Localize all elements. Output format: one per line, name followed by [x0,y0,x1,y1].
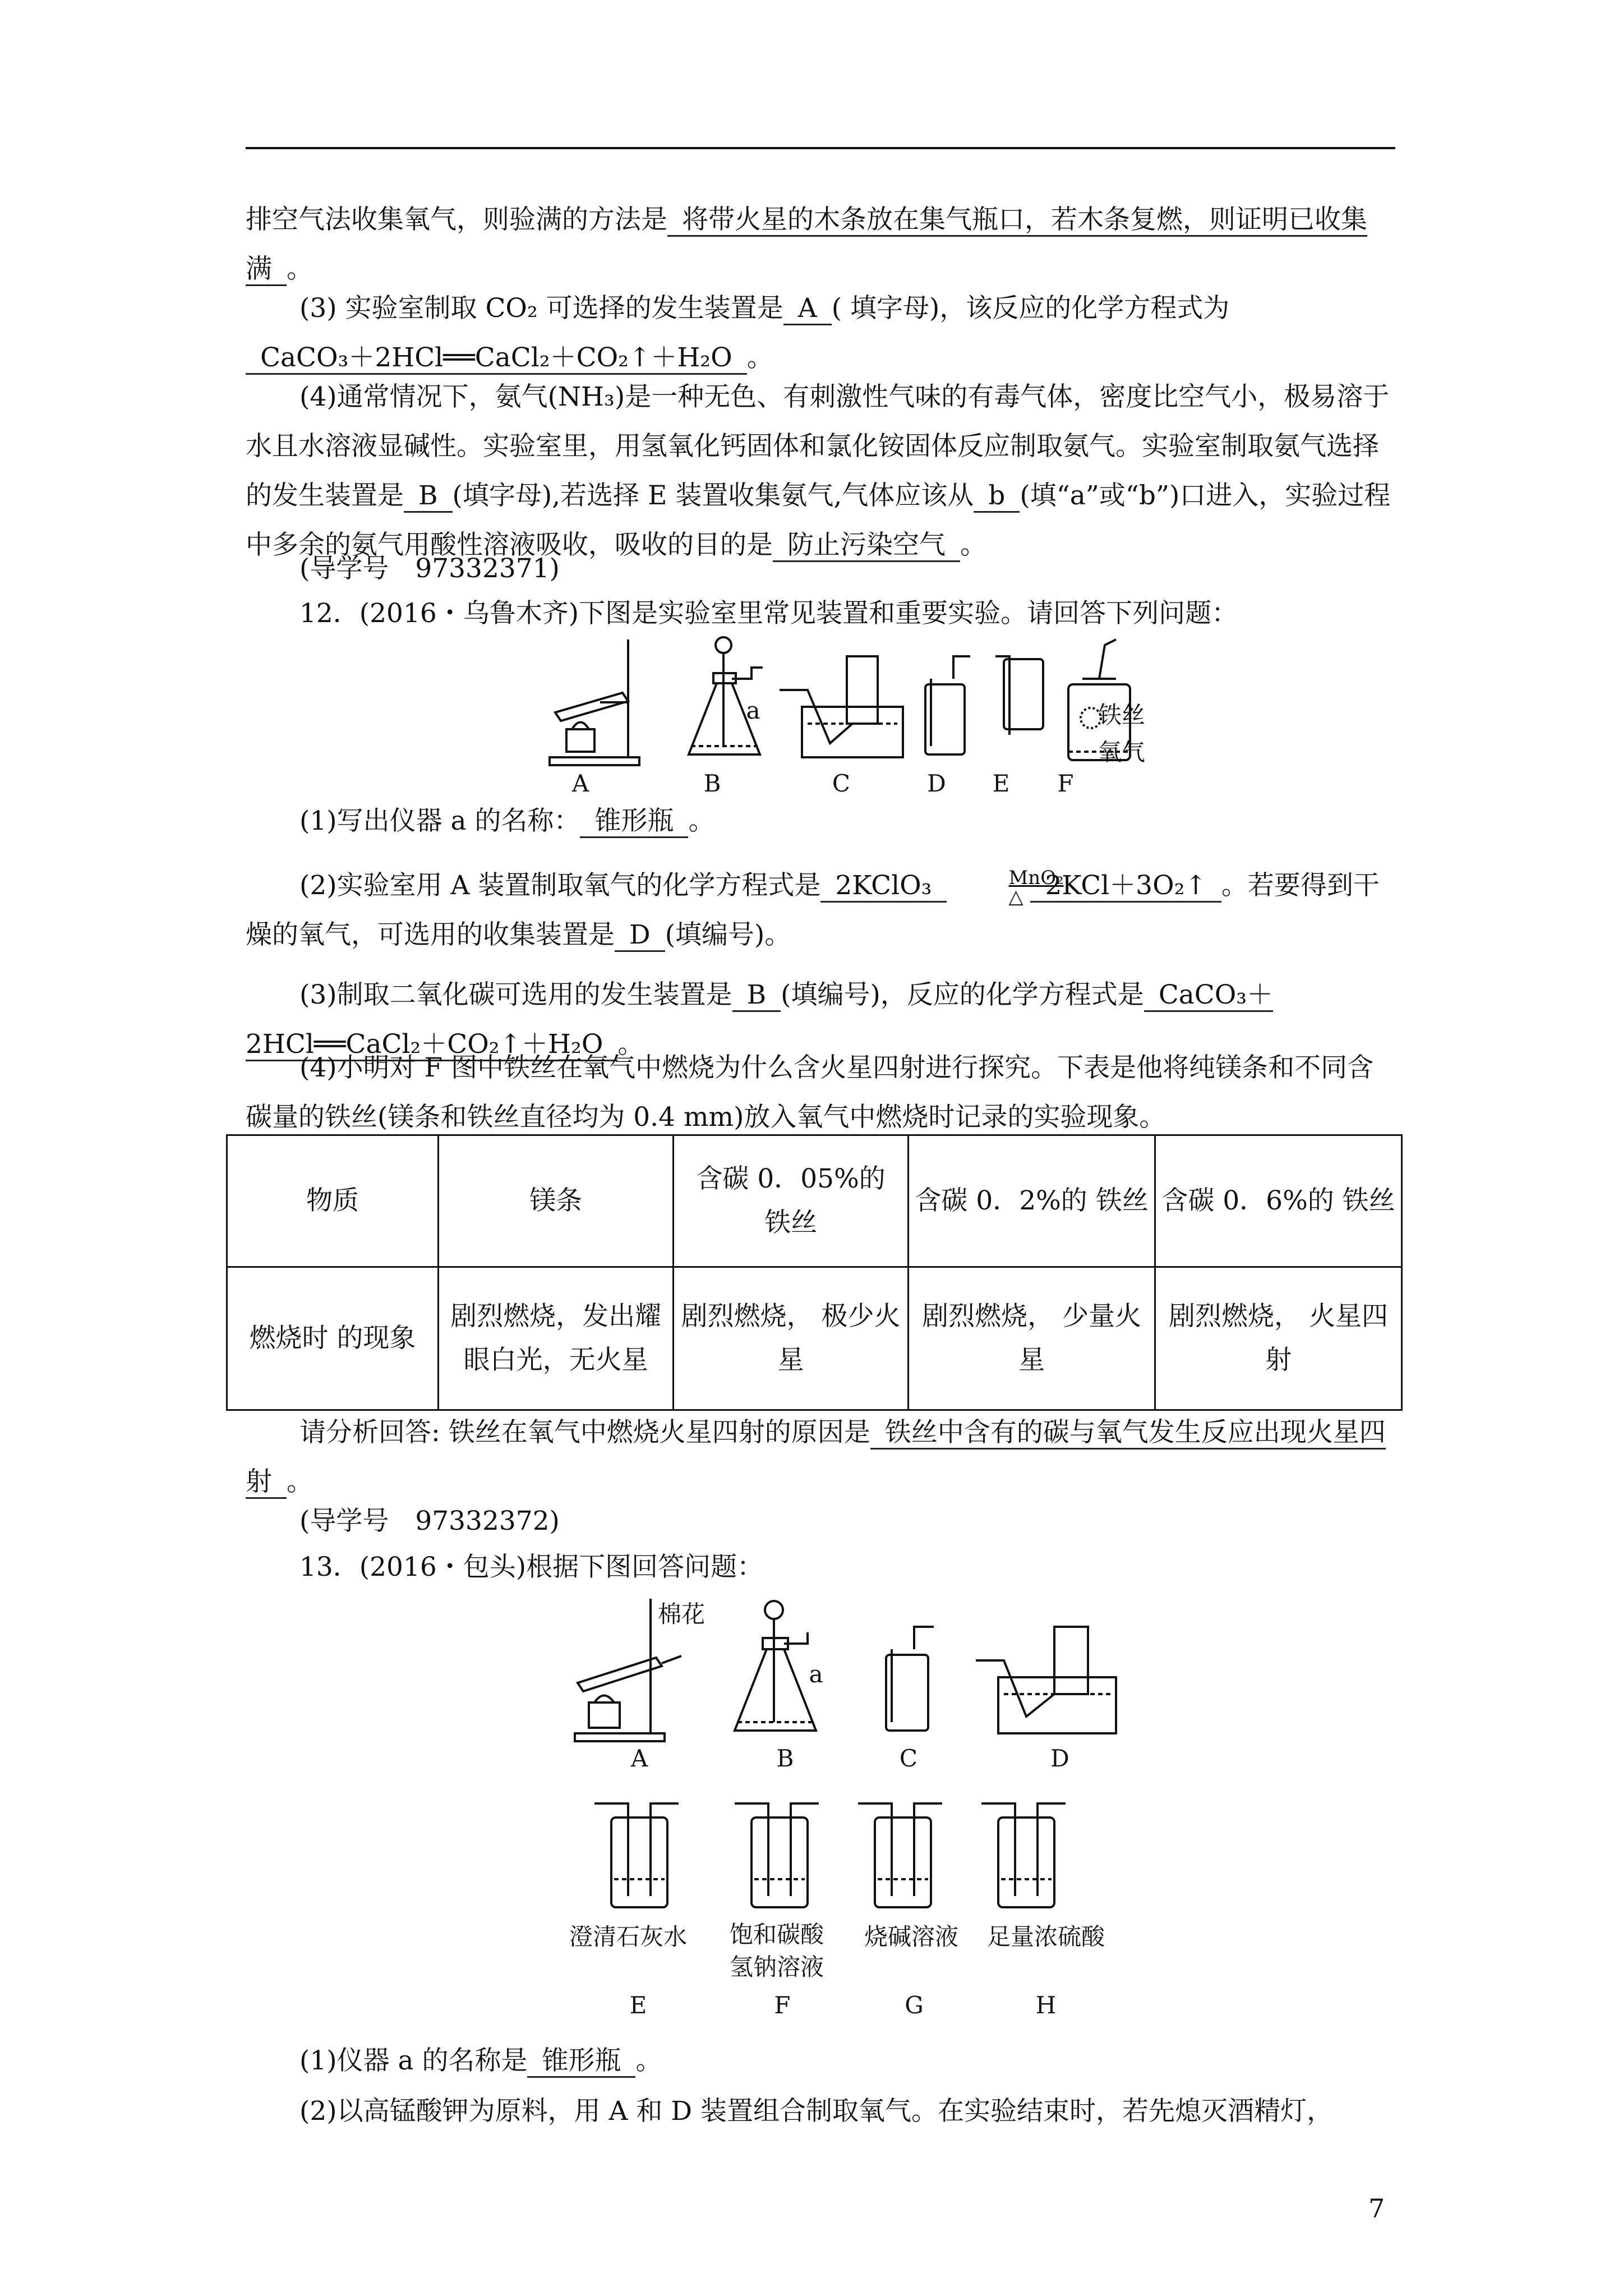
table-header-row [227,1135,1402,1267]
fig13-label-f: F [774,1991,791,2019]
figure-q13-bottom-bottles [583,1795,1099,1913]
q12-analysis [246,1408,1395,1507]
answer: b [974,480,1020,513]
answer: D [615,919,665,952]
fig13-caption-f: 饱和碳酸氢钠溶液 [729,1921,824,1981]
text: 。 [688,806,715,836]
fig12-label-b: B [703,770,721,797]
fig13-label-e: E [629,1991,647,2019]
text: (3)制取二氧化碳可选用的发生装置是 [299,979,732,1010]
fig12-tag-a: a [746,697,760,724]
answer: A [783,293,832,325]
text: 。若要得到干燥的氧气，可选用的收集装置是 [246,870,1380,950]
text: (填字母),若选择 E 装置收集氨气,气体应该从 [452,480,974,511]
fig12-tag-wire: 铁丝 [1098,701,1145,729]
fig13-label-h: H [1035,1991,1057,2019]
question-13-title: 13．(2016・包头)根据下图回答问题： [299,1552,764,1582]
guide-number-1: (导学号 97332371) [299,553,560,584]
text: 。 [960,530,986,560]
table-cell: 含碳 0．2%的 铁丝 [909,1135,1155,1267]
text: (填编号)。 [665,919,791,950]
fig12-tag-oxygen: 氧气 [1098,738,1145,766]
catalyst: MnO₂ [1008,867,1064,889]
text: 。 [635,2045,662,2076]
table-cell: 物质 [227,1135,439,1267]
reaction-condition [955,867,1064,908]
answer: 锥形瓶 [527,2045,635,2078]
text: 。 [287,254,313,284]
text: (填“a”或“b”)口进入，实验过程中多余的氨气用酸性溶液吸收，吸收的目的是 [246,480,1391,560]
fig12-label-c: C [832,770,851,797]
q12-part-2 [246,861,1395,960]
text: (4)通常情况下，氨气(NH₃)是一种无色、有刺激性气味的有毒气体，密度比空气小，极易溶于水且水溶液显碱性。实验室里，用氢氧化钙固体和氯化铵固体反应制取氨气。实验室制取氨气选择的发生装置是 [246,381,1390,511]
table-cell: 剧烈燃烧， 火星四射 [1155,1267,1402,1410]
answer: CaCO₃＋2HCl══CaCl₂＋CO₂↑＋H₂O [246,342,747,375]
fig13-label-b: B [776,1745,794,1772]
fig13-label-c: C [899,1745,918,1772]
text: (1)仪器 a 的名称是 [299,2045,528,2076]
fig13-tag-cotton-label: 棉花 [657,1600,705,1628]
fig12-label-a: A [571,770,589,797]
answer: 2KClO₃ [820,870,946,903]
answer: 防止污染空气 [773,530,960,562]
table-cell: 燃烧时 的现象 [227,1267,439,1410]
answer: 锥形瓶 [580,806,688,838]
table-cell: 镁条 [439,1135,674,1267]
guide-number-2: (导学号 97332372) [299,1506,560,1536]
fig13-tag-a: a [809,1660,823,1688]
q13-part-1 [246,2036,1395,2086]
fig12-label-e: E [992,770,1010,797]
header-rule [246,147,1395,149]
answer: 将带火星的木条放在集气瓶口，若木条复燃，则证明已收集满 [246,204,1367,286]
fig13-caption-h: 足量浓硫酸 [986,1923,1105,1950]
q12-part-4: (4)小明对 F 图中铁丝在氧气中燃烧为什么含火星四射进行探究。下表是他将纯镁条和不同含碳量的铁丝(镁条和铁丝直径均为 0.4 mm)放入氧气中燃烧时记录的实验现象。 [246,1052,1374,1133]
q13-part-2: (2)以高锰酸钾为原料，用 A 和 D 装置组合制取氧气。在实验结束时，若先熄灭酒精灯， [299,2096,1333,2127]
text: ( 填字母)，该反应的化学方程式为 [831,293,1230,324]
question-12-title: 12．(2016・乌鲁木齐)下图是实验室里常见装置和重要实验。请回答下列问题： [299,598,1238,629]
fig13-label-d: D [1050,1745,1069,1772]
figure-q13-top-apparatus [561,1593,1144,1756]
table-cell: 剧烈燃烧， 极少火星 [674,1267,909,1410]
answer: CaCO₃＋2HCl══CaCl₂＋CO₂↑＋H₂O [246,979,1273,1061]
text: (2)实验室用 A 装置制取氧气的化学方程式是 [299,870,821,901]
table-row [227,1267,1402,1410]
fig13-label-g: G [905,1991,924,2019]
text: 。 [287,1466,313,1497]
table-cell: 剧烈燃烧，发出耀眼白光，无火星 [439,1267,674,1410]
text: (1)写出仪器 a 的名称： [299,806,580,836]
paragraph-q11-4 [246,372,1395,570]
q12-part-1 [246,797,1395,846]
answer: B [404,480,453,513]
experiment-table [226,1134,1403,1411]
answer: 2KCl＋3O₂↑ [1030,870,1221,903]
text: (填编号)，反应的化学方程式是 [781,979,1144,1010]
fig13-label-a: A [630,1745,648,1772]
fig12-label-d: D [927,770,946,797]
page-number: 7 [1368,2193,1385,2224]
text: 。 [746,342,773,373]
fig13-caption-g: 烧碱溶液 [864,1923,958,1950]
table-cell: 含碳 0．05%的 铁丝 [674,1135,909,1267]
text: 排空气法收集氧气，则验满的方法是 [246,204,667,235]
fig13-caption-e: 澄清石灰水 [569,1923,687,1950]
text: (3) 实验室制取 CO₂ 可选择的发生装置是 [299,293,783,324]
fig12-label-f: F [1057,770,1074,797]
paragraph-oxygen-check [246,195,1395,294]
heat-symbol: △ [1008,886,1023,908]
table-cell: 含碳 0．6%的 铁丝 [1155,1135,1402,1267]
answer: B [732,979,781,1012]
table-cell: 剧烈燃烧， 少量火星 [909,1267,1155,1410]
answer: 铁丝中含有的碳与氧气发生反应出现火星四射 [246,1417,1386,1499]
text: 。 [617,1029,644,1060]
text: 请分析回答: 铁丝在氧气中燃烧火星四射的原因是 [299,1417,870,1448]
paragraph-q11-3 [246,284,1395,383]
